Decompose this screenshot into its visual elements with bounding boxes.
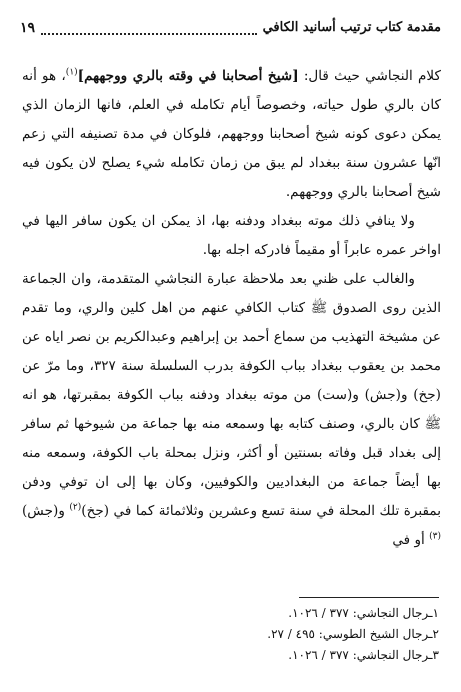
running-header <box>20 16 441 40</box>
paragraph-3-part-1: والغالب على ظني بعد ملاحظة عبارة النجاشي المتقدمة، وان الجماعة الذين روى الصدوق ﷺ كتاب الكافي عنهم من اهل كلين والري، وما تقدم عن مشيخة التهذيب من سماع أحمد بن إبراهيم وعبدالكريم بن نصر اياه عن محمد بن يعقوب ببغداد بباب الكوفة بدرب السلسلة سنة ٣٢٧، وما مرّ عن (جخ) و(جش) و(ست) من موته ببغداد ودفنه بباب الكوفة بمقبرتها، هو انه ﷺ كان بالري، وصنف كتابه بها وسمعه منه بها جماعة من شيوخها ثم سافر إلى بغداد قبل وفاته بسنتين أو أكثر، ونزل بمحلة باب الكوفة، وسمعه منه بها أيضاً جماعة من البغداديين والكوفيين، وكان بها إلى ان توفي ودفن بمقبرة تلك المحلة في سنة تسع وعشرين وثلاثمائة كما في (جخ) <box>22 271 441 519</box>
paragraph-3-part-2: و(جش) <box>22 503 70 519</box>
quoted-phrase: [شيخ أصحابنا في وقته بالري ووجههم] <box>77 68 299 84</box>
page-number: ١٩ <box>20 20 36 36</box>
paragraph-3 <box>22 265 441 555</box>
paragraph-2: ولا ينافي ذلك موته ببغداد ودفنه بها، اذ يمكن ان يكون سافر اليها في اواخر عمره عابراً أو مقيماً فادركه اجله بها. <box>22 213 441 258</box>
paragraph-3-part-3: أو في <box>392 532 430 548</box>
footnote-ref-2: (٢) <box>69 502 82 513</box>
paragraph-1 <box>22 62 441 207</box>
footnote-1: ١ـرجال النجاشي: ٣٧٧ / ١٠٢٦. <box>288 606 439 620</box>
footnote-ref-3: (٣) <box>429 531 441 542</box>
footnote-2: ٢ـرجال الشيخ الطوسي: ٤٩٥ / ٢٧. <box>267 627 439 641</box>
paragraph-1-lead: كلام النجاشي حيث قال: <box>298 68 441 84</box>
footnotes <box>120 603 439 666</box>
header-dot-leader <box>41 21 257 35</box>
paragraph-1-rest: ، هو أنه كان بالري طول حياته، وخصوصاً أيام تكامله في العلم، فانها الزمان الذي يمكن دعوى كونه شيخ أصحابنا ووجههم، فلوكان في مدة تصنيفه التي زعم انّها عشرون سنة ببغداد لم يبق من زمان تكامله شيء يصلح لان يكون فيه شيخ أصحابنا بالري ووجههم. <box>22 68 441 200</box>
header-title: مقدمة كتاب ترتيب أسانيد الكافي <box>262 20 441 35</box>
footnote-separator <box>299 597 439 598</box>
footnote-ref-1: (١) <box>65 67 78 78</box>
footnote-3: ٣ـرجال النجاشي: ٣٧٧ / ١٠٢٦. <box>288 648 439 662</box>
body-text <box>22 62 441 555</box>
